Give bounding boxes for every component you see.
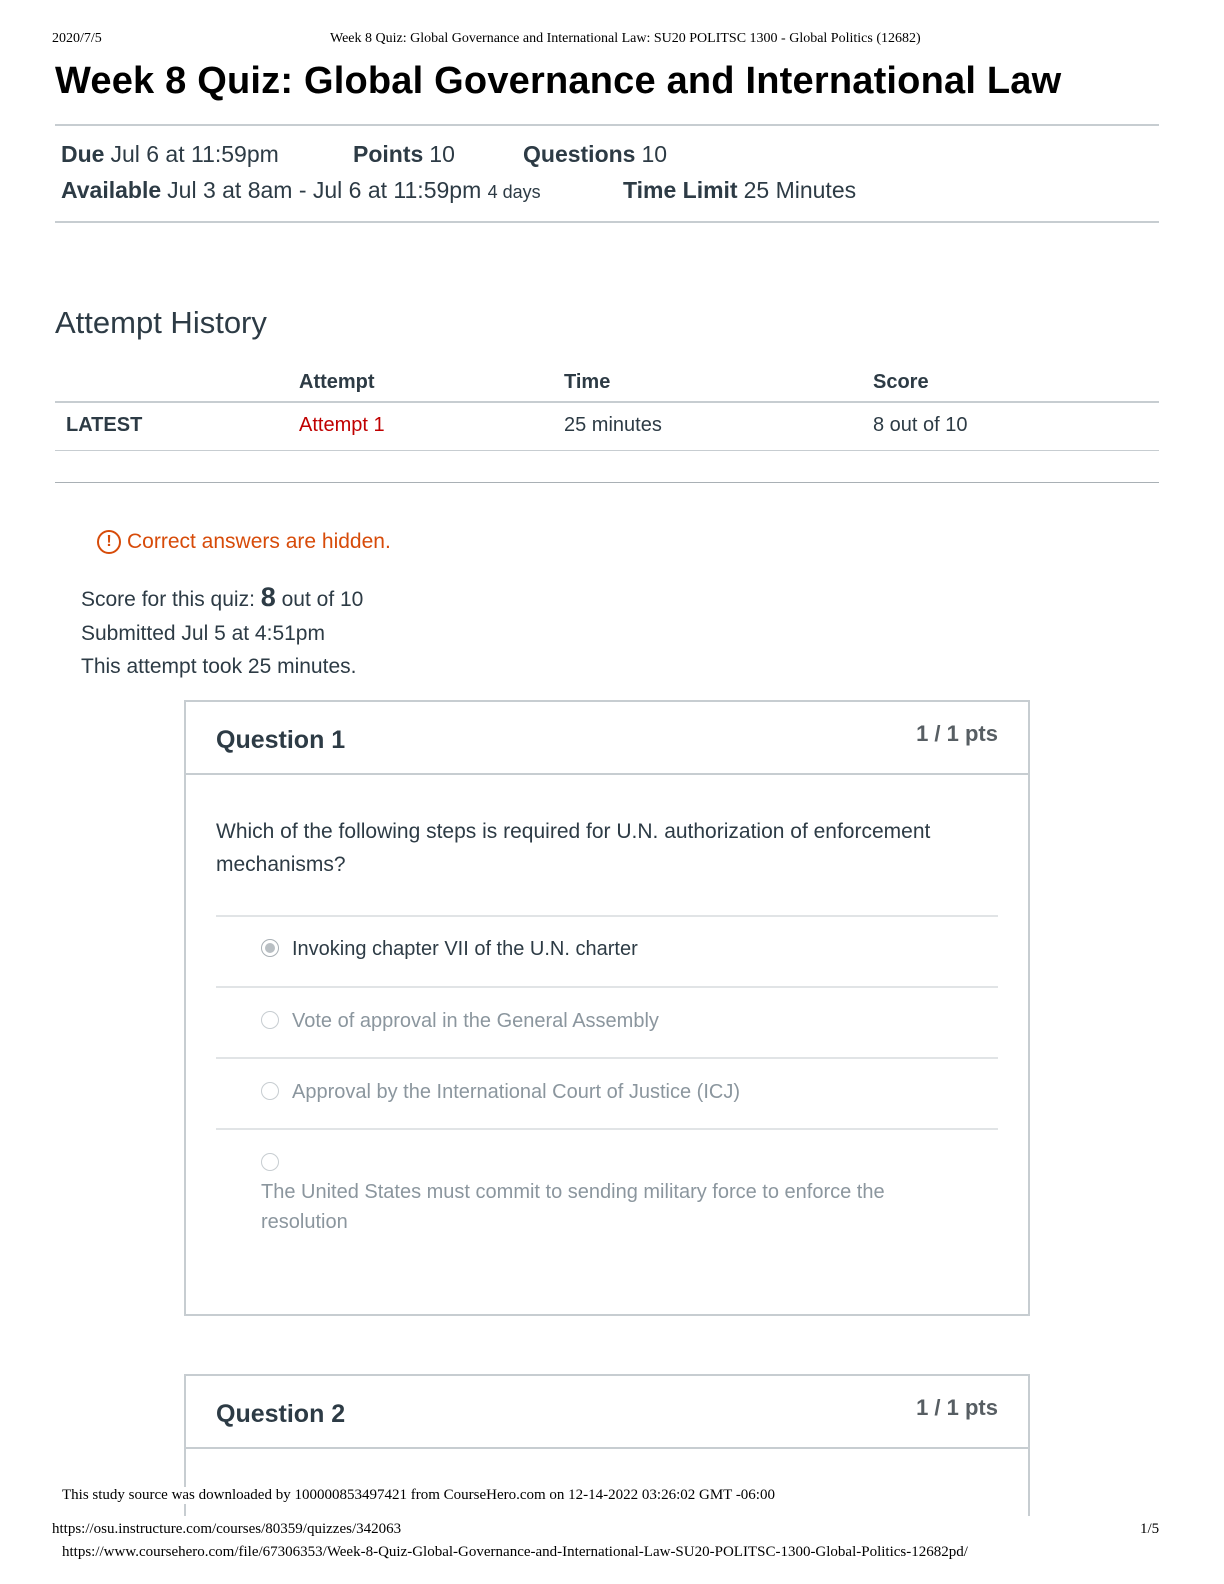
due-label: Due	[61, 141, 105, 167]
question-card-1	[184, 700, 1030, 1316]
questions-info	[523, 141, 667, 168]
score-value: 8	[260, 582, 276, 612]
submitted-time: Submitted Jul 5 at 4:51pm	[81, 622, 325, 645]
warning-icon: !	[97, 530, 121, 554]
question-title: Question 2	[216, 1400, 346, 1428]
answer-divider	[216, 986, 998, 988]
latest-tag: LATEST	[66, 414, 143, 436]
answers-hidden-notice	[97, 530, 391, 554]
question-body	[186, 775, 1028, 1312]
attempt-link[interactable]: Attempt 1	[299, 414, 385, 436]
question-text: Which of the following steps is required for U.N. authorization of enforcement mechanisms?	[216, 820, 931, 876]
answer-option-4: The United States must commit to sending military force to enforce the resolution	[261, 1181, 885, 1233]
time-limit-value: 25 Minutes	[743, 177, 857, 203]
available-label: Available	[61, 177, 162, 203]
divider	[55, 221, 1159, 223]
available-duration: 4 days	[487, 182, 541, 202]
quiz-score	[81, 582, 363, 613]
answer-radio-2[interactable]	[261, 1011, 279, 1029]
divider	[55, 482, 1159, 483]
footer-url[interactable]: https://osu.instructure.com/courses/80359/quizzes/342063	[52, 1521, 402, 1537]
attempt-score: 8 out of 10	[873, 414, 968, 436]
due-value: Jul 6 at 11:59pm	[110, 141, 279, 167]
question-header	[186, 1376, 1028, 1449]
points-info	[353, 141, 455, 168]
col-header-attempt: Attempt	[299, 371, 375, 393]
question-points: 1 / 1 pts	[916, 721, 998, 746]
source-url[interactable]: https://www.coursehero.com/file/67306353/Week-8-Quiz-Global-Governance-and-International-Law-SU20-POLITSC-1300-Global-Politics-12682pd/	[62, 1544, 968, 1560]
available-info	[61, 177, 541, 204]
attempt-time: 25 minutes	[564, 414, 662, 436]
answer-radio-3[interactable]	[261, 1082, 279, 1100]
answer-radio-4[interactable]	[261, 1153, 279, 1171]
question-header	[186, 702, 1028, 775]
answer-option-3: Approval by the International Court of Justice (ICJ)	[292, 1081, 740, 1103]
answer-divider	[216, 915, 998, 917]
col-header-time: Time	[564, 371, 611, 393]
col-header-score: Score	[873, 371, 929, 393]
answer-radio-1[interactable]	[261, 939, 279, 957]
due-info	[61, 141, 279, 168]
table-header-border	[55, 401, 1159, 403]
print-doc-title: Week 8 Quiz: Global Governance and International Law: SU20 POLITSC 1300 - Global Politics (12682)	[330, 31, 921, 46]
answer-divider	[216, 1128, 998, 1130]
score-suffix: out of 10	[281, 588, 364, 611]
question-title: Question 1	[216, 726, 346, 754]
table-row-border	[55, 450, 1159, 451]
points-label: Points	[353, 141, 424, 167]
time-limit-label: Time Limit	[623, 177, 738, 203]
answer-option-1: Invoking chapter VII of the U.N. charter	[292, 938, 638, 960]
score-prefix: Score for this quiz:	[81, 588, 255, 611]
points-value: 10	[429, 141, 455, 167]
attempt-history-heading: Attempt History	[55, 305, 267, 340]
answer-option-2: Vote of approval in the General Assembly	[292, 1010, 659, 1032]
print-date: 2020/7/5	[52, 31, 102, 46]
divider	[55, 124, 1159, 126]
download-note: This study source was downloaded by 100000853497421 from CourseHero.com on 12-14-2022 03:26:02 GMT -06:00	[62, 1487, 775, 1503]
available-value: Jul 3 at 8am - Jul 6 at 11:59pm	[167, 177, 482, 203]
answer-divider	[216, 1057, 998, 1059]
question-points: 1 / 1 pts	[916, 1395, 998, 1420]
time-limit-info	[623, 177, 856, 204]
page-title: Week 8 Quiz: Global Governance and International Law	[55, 60, 1062, 102]
questions-value: 10	[641, 141, 668, 167]
attempt-duration: This attempt took 25 minutes.	[81, 655, 357, 678]
questions-label: Questions	[523, 141, 636, 167]
notice-text: Correct answers are hidden.	[127, 530, 391, 553]
page-number: 1/5	[1140, 1521, 1160, 1537]
